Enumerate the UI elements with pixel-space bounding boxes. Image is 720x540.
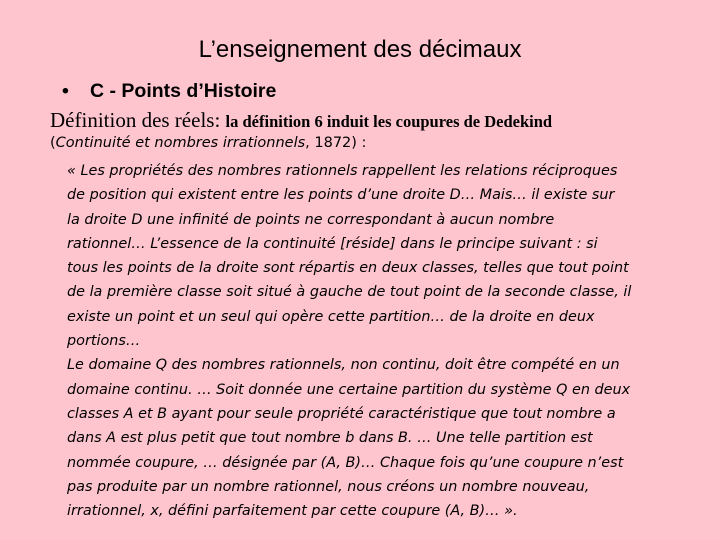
slide-title: L’enseignement des décimaux [198,36,522,63]
quote-line: portions… [67,333,141,350]
quote-line: pas produite par un nombre rationnel, nous créons un nombre nouveau, [67,478,590,495]
source-citation [50,135,366,151]
definition-rest: la définition 6 induit les coupures de Dedekind [225,112,553,131]
source-work-title: Continuité et nombres irrationnels [55,135,306,151]
source-tail: , 1872) : [305,135,367,151]
definition-line [50,108,552,133]
quote-line: dans A est plus petit que tout nombre b dans B. … Une telle partition est [67,430,593,447]
bullet-marker: • [62,80,69,102]
quote-line: de position qui existent entre les points d’une droite D… Mais… il existe sur [67,187,615,204]
quote-line: existe un point et un seul qui opère cette partition… de la droite en deux [67,308,595,325]
quote-line: Le domaine Q des nombres rationnels, non continu, doit être compété en un [67,357,620,374]
quote-line: nommée coupure, … désignée par (A, B)… Chaque fois qu’une coupure n’est [67,454,624,471]
quote-line: la droite D une infinité de points ne correspondant à aucun nombre [67,211,555,228]
quote-line: de la première classe soit situé à gauche de tout point de la seconde classe, il [67,284,632,301]
quote-line: irrationnel, x, défini parfaitement par cette coupure (A, B)… ». [67,503,518,520]
quote-line: rationnel… L’essence de la continuité [réside] dans le principe suivant : si [67,235,598,252]
quote-line: domaine continu. … Soit donnée une certaine partition du système Q en deux [67,381,631,398]
quote-line: tous les points de la droite sont répartis en deux classes, telles que tout point [67,260,629,277]
quote-line: classes A et B ayant pour seule propriété caractéristique que tout nombre a [67,405,616,422]
bullet-heading [62,80,276,103]
quote-line: « Les propriétés des nombres rationnels rappellent les relations réciproques [67,163,618,179]
definition-lead: Définition des réels: [50,108,226,132]
dedekind-quote [67,159,697,523]
bullet-heading-text: C - Points d’Histoire [90,80,277,102]
source-open: ( [50,135,56,151]
